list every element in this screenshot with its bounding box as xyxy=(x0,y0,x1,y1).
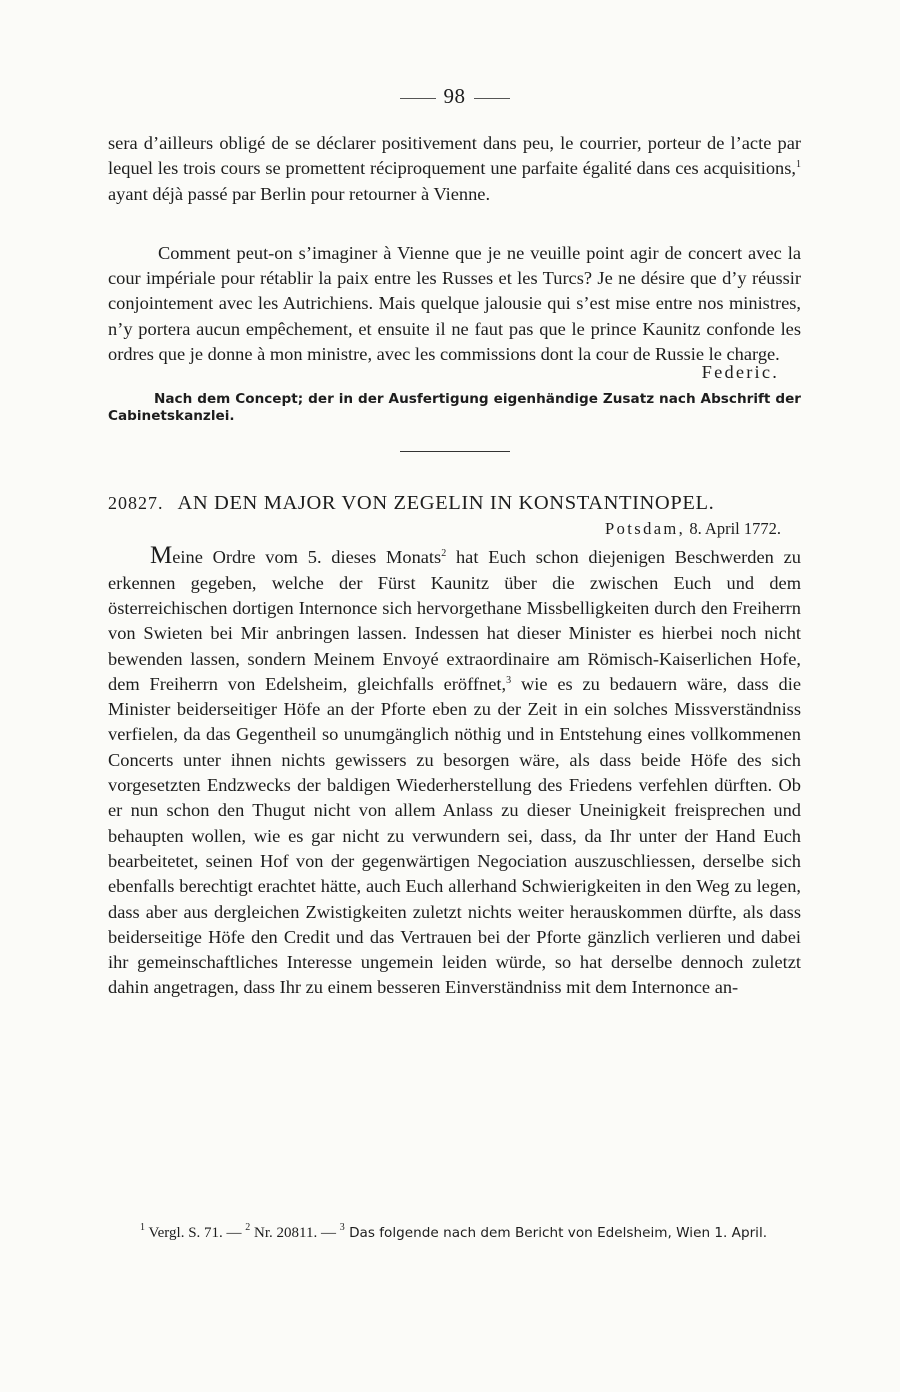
footnote-3: Das folgende nach dem Bericht von Edelsheim, Wien 1. April. xyxy=(344,1225,768,1241)
place: Potsdam, xyxy=(605,519,686,539)
body-part-c: wie es zu bedauern wäre, dass die Minister beiderseitiger Höfe an der Pforte eben zu der Zeit in ein solches Missverständniss verfielen, da das Gegentheil so unumgänglich nöthig und in Entstehung eines vollkommenen Concerts unter ihnen nichts gewissers zu besorgen wäre, als dass beide Höfe des sich vorgesetzten Endzwecks der baldigen Wiederherstellung des Friedens verfehlen dürften. Ob er nun schon den Thugut nicht von allem Anlass zu dieser Uneinigkeit freisprechen und behaupten wollen, wie es gar nicht zu verwundern sei, dass, da Ihr unter der Hand Euch bearbeitetet, seinen Hof von der gegenwärtigen Negociation auszuschliessen, derselbe sich ebenfalls berechtigt erachtet hätte, auch Euch allerhand Schwierigkeiten in den Weg zu legen, dass aber aus dergleichen Zwistigkeiten zuletzt nichts weiter herauskommen dürfte, als dass beiderseitige Höfe den Credit und das Vertrauen bei der Pforte gänzlich verlieren und dabei ihr gemeinschaftliches Interesse ungemein leiden würde, so hat derselbe dennoch zuletzt dahin angetragen, dass Ihr zu einem besseren Einverständniss mit dem Internonce an- xyxy=(108,673,801,998)
footnote-mark: 3 xyxy=(339,1222,345,1233)
source-note: Nach dem Concept; der in der Ausfertigung eigenhändige Zusatz nach Abschrift der Cabinetskanzlei. xyxy=(108,391,801,425)
footnotes xyxy=(108,1222,801,1245)
section-divider xyxy=(400,451,510,452)
document-body xyxy=(108,543,801,1000)
continuation-tail: ayant déjà passé par Berlin pour retourner à Vienne. xyxy=(108,183,491,204)
footnote-2: Nr. 20811. — xyxy=(250,1225,340,1241)
page-number xyxy=(108,84,801,109)
letter-continuation xyxy=(108,131,801,207)
footnote-mark: 2 xyxy=(245,1222,251,1233)
page-number-value: 98 xyxy=(443,84,466,108)
document-title: AN DEN MAJOR VON ZEGELIN IN KONSTANTINOPEL. xyxy=(177,492,715,515)
letter-paragraph: Comment peut-on s’imaginer à Vienne que je ne veuille point agir de concert avec la cour impériale pour rétablir la paix entre les Russes et les Turcs? Je ne désire que d’y réussir conjointement avec les Autrichiens. Mais quelque jalousie qui s’est mise entre nos ministres, n’y portera aucun empêchement, et ensuite il ne faut pas que le prince Kaunitz confonde les ordres que je donne à mon ministre, avec les commissions dont la cour de Russie le charge. xyxy=(108,242,801,365)
body-part-b: hat Euch schon diejenigen Beschwerden zu erkennen gegeben, welche der Fürst Kaunitz über die zwischen Euch und dem österreichischen dortigen Internonce sich hervorgethane Missbelligkeiten durch den Freiherrn von Swieten bei Mir anbringen lassen. Indessen hat dieser Minister es hierbei noch nicht bewenden lassen, sondern Meinem Envoyé extraordinaire am Römisch-Kaiserlichen Hofe, dem Freiherrn von Edelsheim, gleichfalls eröffnet, xyxy=(108,547,801,694)
page xyxy=(108,84,801,1001)
body-part-a: eine Ordre vom 5. dieses Monats xyxy=(172,547,442,568)
footnote-mark: 1 xyxy=(140,1222,145,1233)
dash-right xyxy=(474,98,510,99)
footnote-ref: 1 xyxy=(796,159,801,171)
signature: Federic. xyxy=(701,362,779,383)
date: 8. April 1772. xyxy=(689,519,781,539)
place-date xyxy=(108,519,781,539)
continuation-text: sera d’ailleurs obligé de se déclarer positivement dans peu, le courrier, porteur de l’acte par lequel les trois cours se promettent réciproquement une parfaite égalité dans ces acquisitions, xyxy=(108,133,801,179)
document-heading xyxy=(108,492,801,515)
footnote-ref: 3 xyxy=(506,674,512,686)
initial-letter: M xyxy=(150,542,173,570)
footnote-ref: 2 xyxy=(441,548,447,560)
footnote-1: Vergl. S. 71. — xyxy=(145,1225,246,1241)
document-number: 20827. xyxy=(108,493,164,514)
dash-left xyxy=(400,98,436,99)
letter-closing xyxy=(108,241,801,383)
